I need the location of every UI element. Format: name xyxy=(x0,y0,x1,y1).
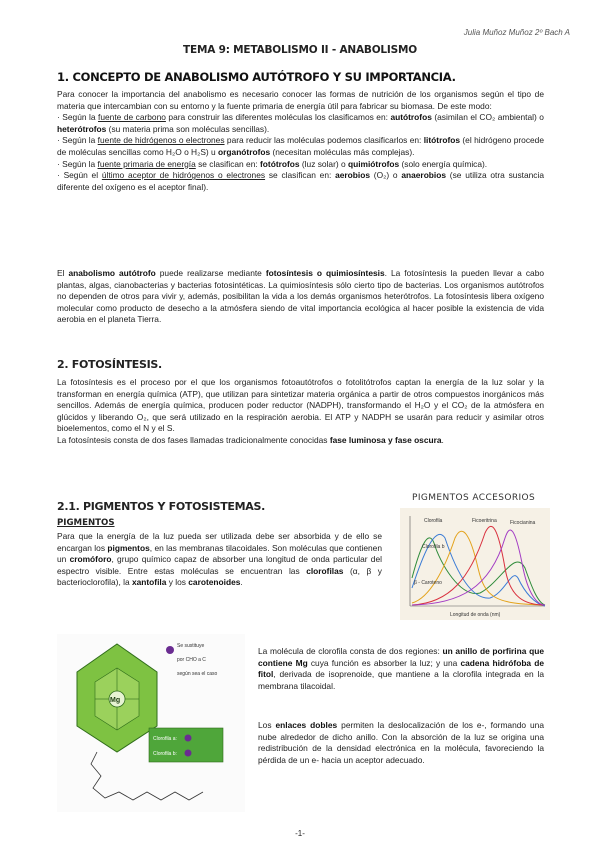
spectrum-figure-title: PIGMENTOS ACCESORIOS xyxy=(412,493,536,503)
absorption-spectrum-figure xyxy=(400,508,550,620)
photosynthesis-paragraph: La fotosíntesis es el proceso por el que los organismos fotoautótrofos o fotolitótrofos captan la energía de la luz solar y la transforman en energía química (ATP), que utilizan para sintetizar materia orgánica a partir de otros compuestos inorgánicos más sencillos. Además de energía química, producen poder reductor (NADPH), transformando el H₂O y el CO₂ de la atmósfera en glúcidos y liberando O₂, que será utilizado en la respiración aerobia. El ATP y NADPH se usarán para reducir y asimilar otros bioelementos, como el N y el S. xyxy=(57,377,544,434)
chlorophyll-structure-paragraph: La molécula de clorofila consta de dos regiones: un anillo de porfirina que contiene Mg cuya función es absorber la luz; y una cadena hidrófoba de fitol, derivada de isoprenoide, que mantiene a la clorofila integrada en la membrana tilacoidal. xyxy=(258,646,545,691)
label-phycocyanin: Ficocianina xyxy=(510,520,536,526)
label-phycoerythrin: Ficoeritrina xyxy=(472,518,497,524)
intro-paragraph: Para conocer la importancia del anabolismo es necesario conocer las formas de nutrición de los organismos según el tipo de materia que intercambian con su entorno y la fuente primaria de energía útil para fabricar su biomasa. De este modo: xyxy=(57,89,544,111)
bullet-energy: · Según la fuente primaria de energía se clasifican en: fotótrofos (luz solar) o quimiótrofos (solo energía química). xyxy=(57,158,488,169)
key-marker-b xyxy=(185,750,192,757)
bullet-hydrogen: · Según la fuente de hidrógenos o electrones para reducir las moléculas podemos clasificarlos en: litótrofos (el hidrógeno procede de moléculas sencillas como H₂O o H₂S) u organótrofos (necesitan moléculas más complejas). xyxy=(57,135,544,157)
key-chlorophyll-a: Clorofila a: xyxy=(153,736,177,742)
key-chlorophyll-b: Clorofila b: xyxy=(153,751,177,757)
phases-paragraph: La fotosíntesis consta de dos fases llamadas tradicionalmente conocidas fase luminosa y fase oscura. xyxy=(57,435,444,445)
marker-a xyxy=(166,646,174,654)
author-note: Julia Muñoz Muñoz 2º Bach A xyxy=(463,28,570,37)
chlorophyll-molecule-figure xyxy=(57,634,245,812)
autotroph-paragraph: El anabolismo autótrofo puede realizarse mediante fotosíntesis o quimiosíntesis. La fotosíntesis la pueden llevar a cabo plantas, algas, cianobacterias y bacterias fotosintéticas. La quimiosíntesis sólo cierto tipo de bacterias. Los organismos autótrofos no dependen de otros para vivir y, además, posibilitan la vida a los demás organismos heterótrofos. La fotosíntesis libera oxígeno molecular como producto de desecho a la atmósfera siendo de vital importancia ecológica al hacer posible la existencia de vida aerobia en el planeta Tierra. xyxy=(57,268,545,325)
label-x-axis: Longitud de onda (nm) xyxy=(450,612,501,618)
key-marker-a xyxy=(185,735,192,742)
label-chlorophyll-b: Clorofila b xyxy=(422,544,445,550)
note-cho: por CHO a C xyxy=(177,657,206,663)
bullet-acceptor: · Según el último aceptor de hidrógenos o electrones se clasifican en: aerobios (O₂) o anaerobios (se utiliza otra sustancia diferente del oxígeno es el aceptor final). xyxy=(57,170,544,192)
double-bonds-paragraph: Los enlaces dobles permiten la deslocalización de los e-, formando una nube alrededor de dicho anillo. Con la absorción de la luz se origina una redistribución de la densidad electrónica en la molécula, favoreciendo la pérdida de un e- hacia un aceptor adecuado. xyxy=(258,720,544,765)
note-case: según sea el caso xyxy=(177,671,218,677)
bullet-carbon: · Según la fuente de carbono para construir las diferentes moléculas los clasificamos en: autótrofos (asimilan el CO₂ ambiental) o heterótrofos (su materia prima son moléculas sencillas). xyxy=(57,112,544,134)
pigments-subheading: PIGMENTOS xyxy=(57,518,115,528)
note-substitute: Se sustituye xyxy=(177,643,205,649)
page-number: -1- xyxy=(295,829,305,838)
section-1-body xyxy=(57,89,544,193)
pigments-paragraph: Para que la energía de la luz pueda ser utilizada debe ser absorbida y de ello se encargan los pigmentos, en las membranas tilacoidales. Son moléculas que contienen un cromóforo, grupo químico capaz de absorber una longitud de onda particular del espectro visible. Entre estas moléculas se encuentran las clorofilas (α, β y bacterioclorofila), la xantofila y los carotenoides. xyxy=(57,531,382,588)
label-beta-carotene: β - Caroteno xyxy=(414,580,442,586)
section-1-heading: 1. CONCEPTO DE ANABOLISMO AUTÓTROFO Y SU IMPORTANCIA. xyxy=(57,70,456,84)
section-2-heading: 2. FOTOSÍNTESIS. xyxy=(57,358,162,371)
mg-label: Mg xyxy=(110,697,121,704)
section-2-1-heading: 2.1. PIGMENTOS Y FOTOSISTEMAS. xyxy=(57,500,265,513)
page-title: TEMA 9: METABOLISMO II - ANABOLISMO xyxy=(183,44,417,56)
label-chlorophyll: Clorofila xyxy=(424,518,443,524)
